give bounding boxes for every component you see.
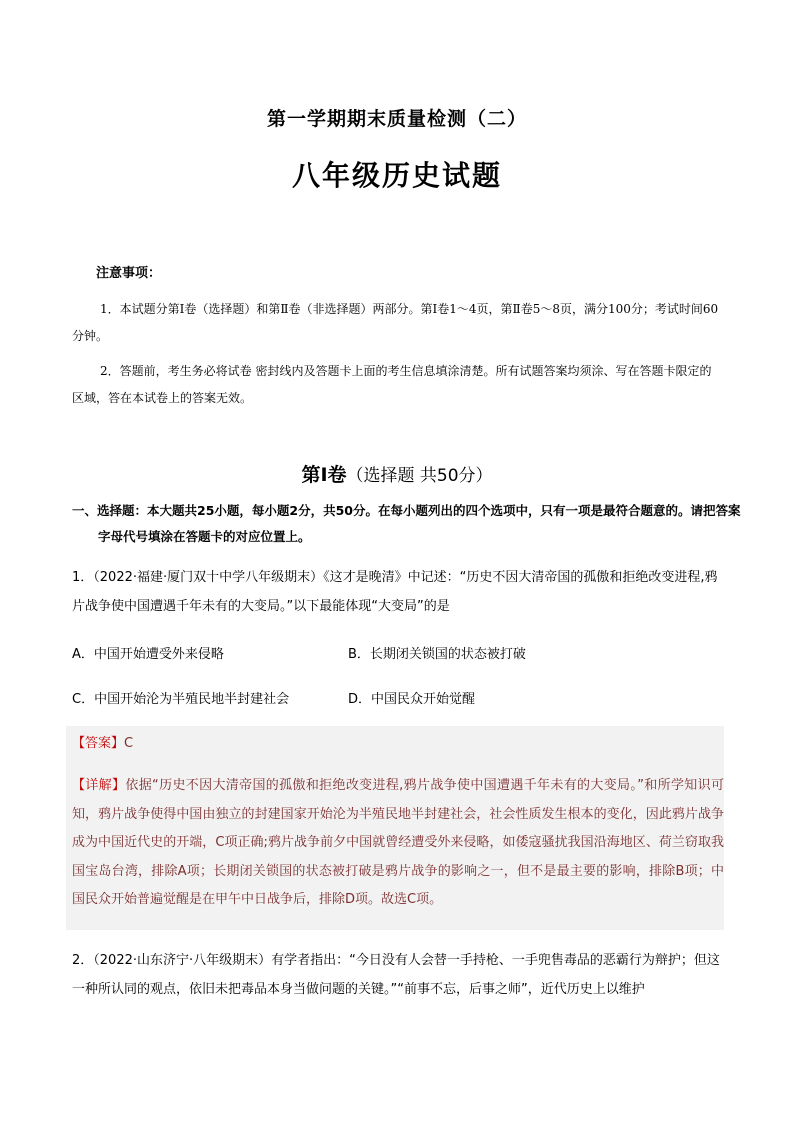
exam-subtitle: 第一学期期末质量检测（二） [266, 108, 527, 130]
question-1-option-c: C．中国开始沦为半殖民地半封建社会 [72, 692, 290, 707]
detail-label: 【详解】 [72, 778, 126, 793]
answer-line [72, 732, 133, 751]
answer-value: C [124, 736, 134, 751]
question-1-option-d: D．中国民众开始觉醒 [348, 692, 476, 707]
notice-item-2: 2．答题前，考生务必将试卷 密封线内及答题卡上面的考生信息填涂清楚。所有试题答案均须涂、写在答题卡限定的区域，答在本试卷上的答案无效。 [72, 364, 712, 405]
section-instructions: 一、选择题：本大题共25小题，每小题2分，共50分。在每小题列出的四个选项中，只有一项是最符合题意的。请把答案字母代号填涂在答题卡的对应位置上。 [72, 503, 741, 544]
section-heading [0, 460, 794, 487]
notice-item-1: 1．本试题分第Ⅰ卷（选择题）和第Ⅱ卷（非选择题）两部分。第Ⅰ卷1～4页，第Ⅱ卷5～8页，满分100分；考试时间60分钟。 [72, 302, 719, 343]
section-title-bold: 第Ⅰ卷 [301, 464, 347, 486]
question-1-option-b: B．长期闭关锁国的状态被打破 [348, 647, 526, 662]
question-1-stem: 1．（2022·福建·厦门双十中学八年级期末）《这才是晚清》中记述：“历史不因大清帝国的孤傲和拒绝改变进程,鸦片战争使中国遭遇千年未有的大变局。”以下最能体现“大变局”的是 [72, 570, 718, 614]
question-1-option-a: A．中国开始遭受外来侵略 [72, 647, 224, 662]
answer-detail [72, 772, 724, 915]
notice-heading: 注意事项： [96, 266, 162, 281]
exam-title: 八年级历史试题 [291, 159, 502, 192]
section-title-rest: （选择题 共50分） [346, 466, 493, 486]
answer-label: 【答案】 [72, 736, 125, 751]
detail-text: 依据“历史不因大清帝国的孤傲和拒绝改变进程,鸦片战争使中国遭遇千年未有的大变局。”和所学知识可知，鸦片战争使得中国由独立的封建国家开始沦为半殖民地半封建社会，社会性质发生根本的变化，因此鸦片战争成为中国近代史的开端，C项正确;鸦片战争前夕中国就曾经遭受外来侵略，如倭寇骚扰我国沿海地区、荷兰窃取我国宝岛台湾，排除A项；长期闭关锁国的状态被打破是鸦片战争的影响之一，但不是最主要的影响，排除B项；中国民众开始普遍觉醒是在甲午中日战争后，排除D项。故选C项。 [72, 778, 724, 907]
question-2-stem: 2．（2022·山东济宁·八年级期末）有学者指出：“今日没有人会替一手持枪、一手兜售毒品的恶霸行为辩护；但这一种所认同的观点，依旧未把毒品本身当做问题的关键。”“前事不忘，后事之师”，近代历史上以维护 [72, 953, 720, 997]
